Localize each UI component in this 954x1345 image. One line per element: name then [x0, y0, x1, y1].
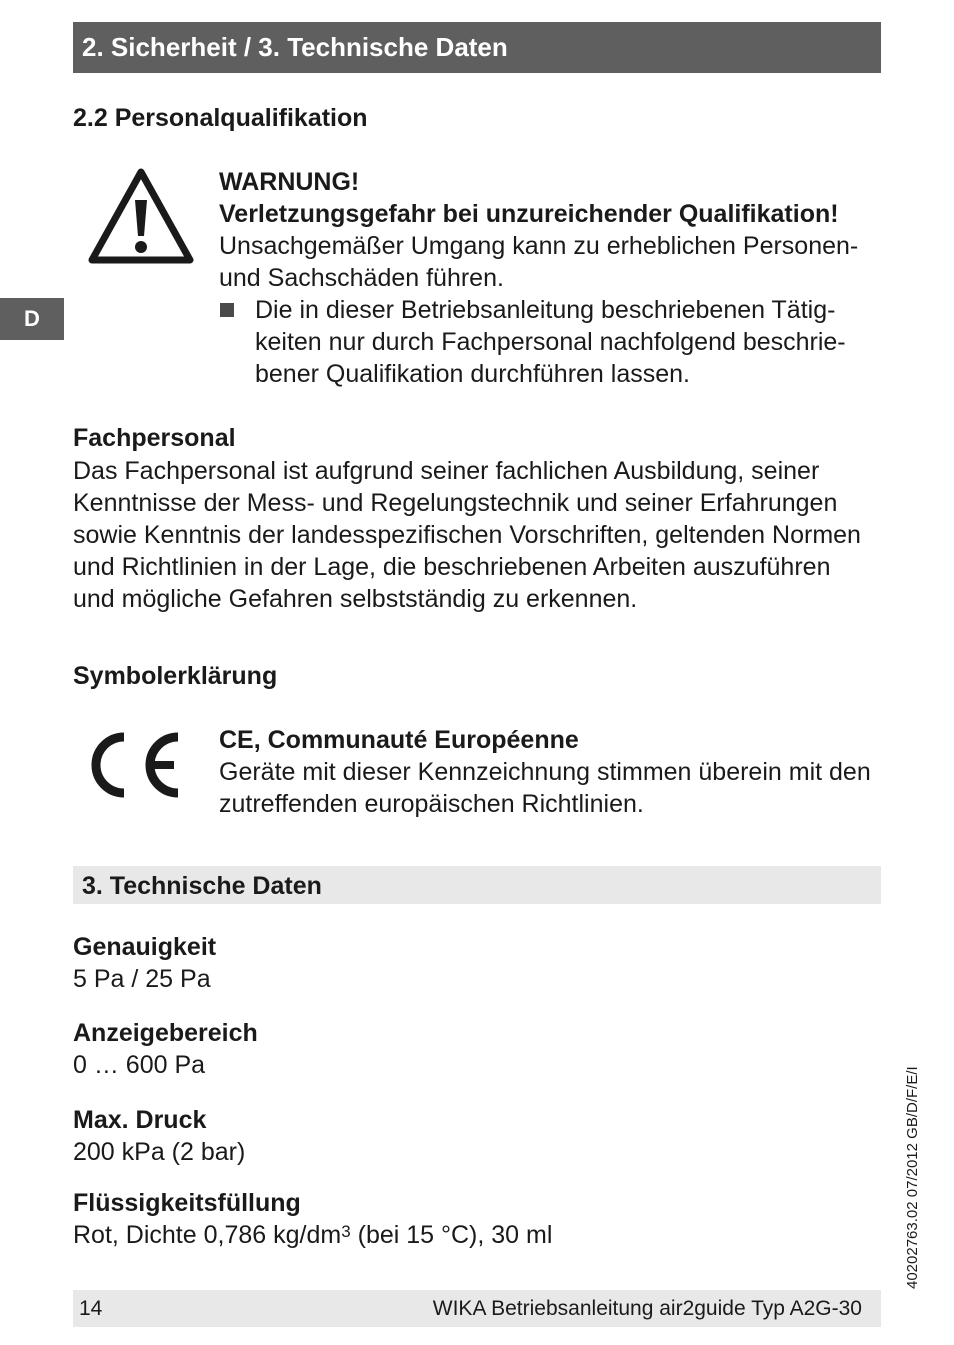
- warning-bullet-line: bener Qualifikation durchführen lassen.: [255, 360, 690, 388]
- warning-headline: Verletzungsgefahr bei unzureichender Qualifikation!: [219, 200, 839, 228]
- spec-value-anzeigebereich: 0 … 600 Pa: [73, 1051, 206, 1079]
- section-title-personalqualifikation: 2.2 Personalqualifikation: [73, 104, 368, 132]
- ce-text-line: zutreffenden europäischen Richtlinien.: [219, 790, 644, 818]
- fachpersonal-title: Fachpersonal: [73, 424, 236, 452]
- page-number: 14: [79, 1297, 103, 1320]
- spec-value-fluessigkeitsfuellung: Rot, Dichte 0,786 $kg/dm^3$ (bei 15 °C), 30 ml: [73, 1221, 553, 1249]
- fachpersonal-line: und Richtlinien in der Lage, die beschriebenen Arbeiten auszuführen: [73, 553, 831, 581]
- warning-triangle-icon: [86, 166, 196, 266]
- ce-title: CE, Communauté Européenne: [219, 726, 579, 754]
- fachpersonal-line: Das Fachpersonal ist aufgrund seiner fachlichen Ausbildung, seiner: [73, 457, 820, 485]
- warning-text-line: Unsachgemäßer Umgang kann zu erheblichen Personen-: [219, 232, 859, 260]
- warning-bullet-line: keiten nur durch Fachpersonal nachfolgend beschrie-: [255, 328, 846, 356]
- spec-label-max-druck: Max. Druck: [73, 1106, 207, 1134]
- warning-text-line: und Sachschäden führen.: [219, 264, 504, 292]
- fachpersonal-line: sowie Kenntnis der landesspezifischen Vorschriften, geltenden Normen: [73, 521, 861, 549]
- fachpersonal-line: Kenntnisse der Mess- und Regelungstechnik und seiner Erfahrungen: [73, 489, 838, 517]
- bullet-square-icon: [220, 303, 234, 317]
- symbol-title: Symbolerklärung: [73, 662, 278, 690]
- ce-mark-icon: [88, 730, 184, 800]
- section-title-technische-daten: 3. Technische Daten: [73, 866, 881, 904]
- warning-bullet-line: Die in dieser Betriebsanleitung beschriebenen Tätig-: [255, 296, 836, 324]
- spec-value-genauigkeit: 5 Pa / 25 Pa: [73, 965, 211, 993]
- spec-value-max-druck: 200 kPa (2 bar): [73, 1138, 246, 1166]
- page-footer: [73, 1290, 881, 1327]
- spec-label-genauigkeit: Genauigkeit: [73, 933, 217, 961]
- document-code: 40202763.02 07/2012 GB/D/F/E/I: [904, 1066, 921, 1289]
- fachpersonal-line: und mögliche Gefahren selbstständig zu erkennen.: [73, 585, 638, 613]
- document-title: WIKA Betriebsanleitung air2guide Typ A2G-30: [432, 1297, 862, 1320]
- language-tab: D: [0, 298, 64, 340]
- warning-label: WARNUNG!: [219, 168, 360, 196]
- spec-label-fluessigkeitsfuellung: Flüssigkeitsfüllung: [73, 1189, 301, 1217]
- page-header: 2. Sicherheit / 3. Technische Daten: [73, 22, 881, 73]
- ce-text-line: Geräte mit dieser Kennzeichnung stimmen überein mit den: [219, 758, 871, 786]
- spec-label-anzeigebereich: Anzeigebereich: [73, 1019, 258, 1047]
